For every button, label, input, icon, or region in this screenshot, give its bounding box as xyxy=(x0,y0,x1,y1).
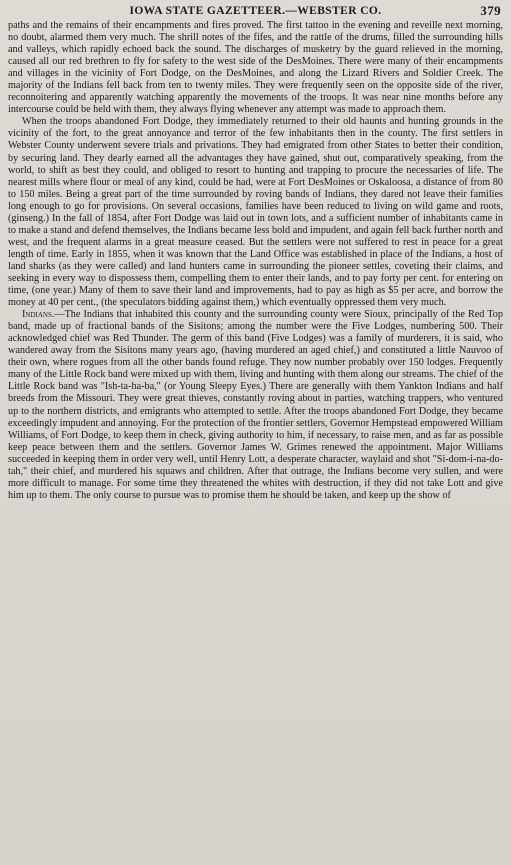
paragraph-indians xyxy=(8,309,503,502)
paragraph-fort-dodge: When the troops abandoned Fort Dodge, they immediately returned to their old haunts and hunting grounds in the vicinity of the fort, to the great annoyance and terror of the few inhabitants then in the county. The first settlers in Webster County underwent severe trials and privations. They had emigrated from other States to better their condition, by securing land. They dearly earned all the advantages they have gained, shut out, comparatively speaking, from the world, to shift as best they could, and obliged to resort to hunting and trapping to procure the necessaries of life. The nearest mills where flour or meal of any kind, could be had, were at Fort DesMoines or Oskaloosa, a distance of from 80 to 150 miles. Being a great part of the time surrounded by roving bands of Indians, they dared not leave their families long enough to go for provisions. On several occasions, families have been reduced to living on wild game and roots, (ginseng.) In the fall of 1854, after Fort Dodge was laid out in town lots, and a sufficient number of inhabitants came in to make a stand and defend themselves, the Indians became less bold and impudent, and again fell back further north and west, and the frequent alarms in a great measure ceased. But the settlers were not suffered to rest in peace for a great length of time. Early in 1855, when it was known that the Land Office was established in place of the Indians, a host of land sharks (as they were called) and land hunters came in surrounding the pioneer settles, coveting their claims, and seeking in every way to dispossess them, compelling them to enter their lands, and to pay forty per cent. for entering on time, (one year.) Many of them to save their land and improvements, had to pay as high as $5 per acre, and borrow the money at 40 per cent., (the speculators bidding against them,) which eventually oppressed them very much. xyxy=(8,116,503,309)
paragraph-indians-text: —The Indians that inhabited this county and the surrounding county were Sioux, principally of the Red Top band, made up of fractional bands of the Sisitons; among the number were the Five Lodges, numbering 500. Their acknowledged chief was Red Thunder. The germ of this band (Five Lodges) was a family of murderers, it is said, who wandered away from the Sisitons many years ago, (having murdered an aged chief,) and constituted a little Nauvoo of their own, where rogues from all the other bands found refuge. They now number probably over 150 lodges. Frequently many of the Little Rock band were mixed up with them, living and hunting with them along our streams. The chief of the Little Rock band was "Ish-ta-ha-ba," (or Young Sleepy Eyes.) There are generally with them Yankton Indians and half breeds from the Missouri. They were great thieves, constantly roving about in parties, watching trappers, who ventured up to the northern districts, and emigrants who attempted to settle. After the troops abandoned Fort Dodge, they became exceedingly impudent and annoying. For the protection of the frontier settlers, Governor Hempstead empowered William Williams, of Fort Dodge, to keep them in check, giving authority to him, if necessary, to raise men, and as far as possible keep peace between them and the settlers. Governor James W. Grimes renewed the appointment. Major Williams succeeded in keeping them in order very well, until Henry Lott, a desperate character, waylaid and shot "Si-dom-i-na-do-tah," their chief, and murdered his squaws and children. After that outrage, the Indians become very sullen, and were more difficult to manage. For some time they threatened the whites with destruction, if they did not take Lott and give him up to them. The only course to pursue was to promise them he should be taken, and keep up the show of xyxy=(8,309,503,501)
body-text xyxy=(8,20,503,502)
paragraph-continuation: paths and the remains of their encampments and fires proved. The first tattoo in the evening and reveille next morning, no doubt, alarmed them very much. The shrill notes of the fifes, and the rattle of the drums, filled the surrounding hills and valleys, which rapidly echoed back the sound. The discharges of musketry by the guard relieved in the morning, caused all our red brethren to fly for safety to the west side of the DesMoines. There were many of their encampments and villages in the vicinity of Fort Dodge, on the DesMoines, and along the Lizard Rivers and Soldier Creek. The majority of the Indians fell back from ten to twenty miles. They were frequently seen on the opposite side of the river, reconnoitering and apparently watching apparently the movements of the troops. It was near nine months before any intercourse could be held with them, they always flying whenever any attempt was made to approach them. xyxy=(8,20,503,116)
page-number: 379 xyxy=(480,3,501,18)
running-header xyxy=(8,2,503,20)
header-title: IOWA STATE GAZETTEER.—WEBSTER CO. xyxy=(129,5,382,17)
section-heading-indians: Indians. xyxy=(22,309,55,321)
